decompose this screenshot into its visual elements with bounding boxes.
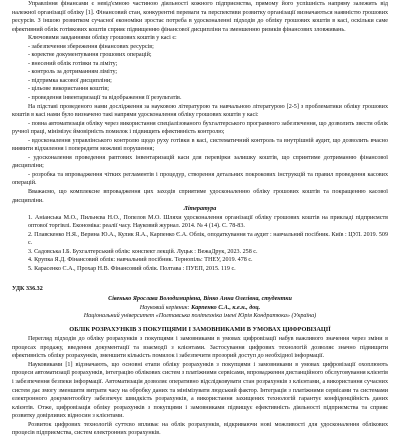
supervisor-name: Карпенко С.А., к.е.н., доц. — [191, 304, 261, 311]
research-paragraph: На підставі проведеного нами дослідження за науковою літературою та навчальною літературою [2-5] з проблематики обліку грошових коштів в касі нами було визначено такі напрями удосконалення обліку грошових коштів у касі: — [12, 103, 388, 119]
section-cash-accounting — [12, 0, 388, 205]
article-university: Національний університет «Полтавська політехніка імені Юрія Кондратюка» (Україна) — [83, 313, 317, 320]
list-item: - внесений облік готівки та ліміту; — [28, 60, 118, 67]
list-item: - забезпечення збереження фінансових ресурсів; — [28, 43, 154, 50]
article-paragraph: Науковиками [1] відзначають, що основні етапи обліку розрахунків з покупцями і замовниками в умовах цифровізації охоплюють процеси автоматизації розрахунків, інтеграцію облікових систем з платіжними сервісами, впровадження дистанційного обслуговування клієнтів і забезпечення безпеки інформації. Автоматизація дозволяє оперативно відслідковувати стан розрахунків з клієнтами, а використання сучасних систем дає змогу зменшити витрати часу на обробку даних та мінімізувати людський фактор. Інтеграція з платіжними сервісами та системами електронного документообігу забезпечує швидкість розрахунків, а використання захищених технологій гарантує конфіденційність даних клієнтів. Отже, цифровізація обліку розрахунків з покупцями і замовниками підвищує ефективність діяльності підприємства та сприяє розвитку довірливих відносин з клієнтами. — [12, 361, 388, 420]
reference-item: 4. Крупка Я.Д. Фінансовий облік: навчальний посібник. Тернопіль: ТНЕУ, 2019. 478 с. — [28, 257, 253, 264]
list-item: - цільове використання коштів; — [28, 86, 109, 93]
udc-code: УДК 336.32 — [12, 285, 43, 292]
article-authors: Сівенько Ярослава Володимирівна, Вінко Анна Олегівна, студентки — [108, 296, 292, 303]
article-paragraph: Перегляд підходів до обліку розрахунків з покупцями і замовниками в умовах цифровізації набув важливого значення через зміни в процесах продажу, введення документації та взаємодії з клієнтами. Застосування цифрових технологій дозволяє значно підвищити ефективність обліку розрахунків, зменшити кількість помилок і забезпечити прозорий доступ до необхідної інформації. — [12, 336, 388, 360]
reference-item: 2. Плавскенко Н.Я., Верина Ю.А., Кулик Я.А., Карпенко Є.А. Облік, оподаткування та аудит : навчальний посібник. Київ : ЦУЛ. 2019. 509 с. — [28, 231, 388, 247]
reference-item: 3. Садовська І.Б. Бухгалтерський облік: конспект лекцій. Луцьк : ВежаДрук, 2023. 258 с. — [28, 248, 258, 255]
article-header — [12, 285, 388, 335]
regulations-paragraph: - розробка та впровадження чітких регламентів і процедур, створення детальних покрокових інструкцій та правил проведення касових операцій. — [12, 171, 388, 187]
inventory-paragraph: - удосконалення проведення раптових інвентаризацій каси для перевірки залишку коштів, що сприятиме дотриманню фінансової дисципліни; — [12, 154, 388, 170]
automation-paragraph: - повна автоматизація обліку через використання спеціалізованого бухгалтерського програмного забезпечення, що дозволить звести облік ручної праці, мінімізує ймовірність помилок і підвищить ефективність контролю; — [12, 120, 388, 136]
reference-item: 1. Аніанська М.О., Пильнєва Н.О., Попелов М.О. Шляхи удосконалення організації обліку грошових коштів на прикладі підприємств оптової торгівлі. Економіка: реалії часу. Науковий журнал. 2014. № 4 (14). С. 78-83. — [28, 214, 388, 230]
list-item: - коректне документування грошових операцій; — [28, 52, 152, 59]
article-supervisor — [12, 304, 388, 313]
references-list — [12, 214, 388, 274]
tasks-list — [12, 43, 388, 103]
article-title: ОБЛІК РОЗРАХУНКІВ З ПОКУПЦЯМИ І ЗАМОВНИКАМИ В УМОВАХ ЦИФРОВІЗАЦІЇ — [69, 325, 331, 333]
references-title: Література — [183, 206, 217, 213]
list-item: - проведення інвентаризації та відображення її результатів. — [28, 95, 182, 102]
article-paragraph: Розвиток цифрових технологій суттєво впливає на облік розрахунків, відкриваючи нові можливості для удосконалення облікових процесів підприємства, систем електронних розрахунків. — [12, 421, 388, 437]
intro-paragraph: Управління фінансами є невід'ємною частиною діяльності кожного підприємства, прямому його успішність напряму залежить від належної організації обліку [1]. Фінансовий стан, конкурентні переваги та перспективи розвитку організації визначаються наявністю грошових ресурсів. З іншою розвитком сучасної економіки зростає потреба в удосконаленні підходів до обліку грошових коштів в касі, оскільки саме ефективний облік готівкових коштів сприяє підвищенню фінансової дисципліни та зменшенню ризиків фінансових зловживань. — [12, 1, 388, 33]
control-paragraph: - вдосконалення управлінського контролю щодо руху готівки в касі, систематичний контроль та внутрішній аудит, що дозволить вчасно виявити відхилення і попередити можливі порушення; — [12, 137, 388, 153]
tasks-intro: Ключовими завданнями обліку грошових коштів у касі є: — [28, 35, 177, 42]
supervisor-label: Науковий керівник: — [139, 304, 190, 311]
reference-item: 5. Карасенко С.А., Прохар Н.В. Фінансовий облік. Полтава : ПУЕП, 2015. 119 с. — [28, 265, 236, 272]
conclusion-paragraph: Вважаємо, що комплексне впровадження цих заходів сприятиме удосконаленню обліку грошових коштів та покращенню касової дисципліни. — [12, 189, 388, 204]
list-item: - контроль за дотриманням ліміту; — [28, 69, 118, 76]
article-body — [12, 335, 388, 438]
list-item: - підтримка касової дисципліни; — [28, 77, 112, 84]
